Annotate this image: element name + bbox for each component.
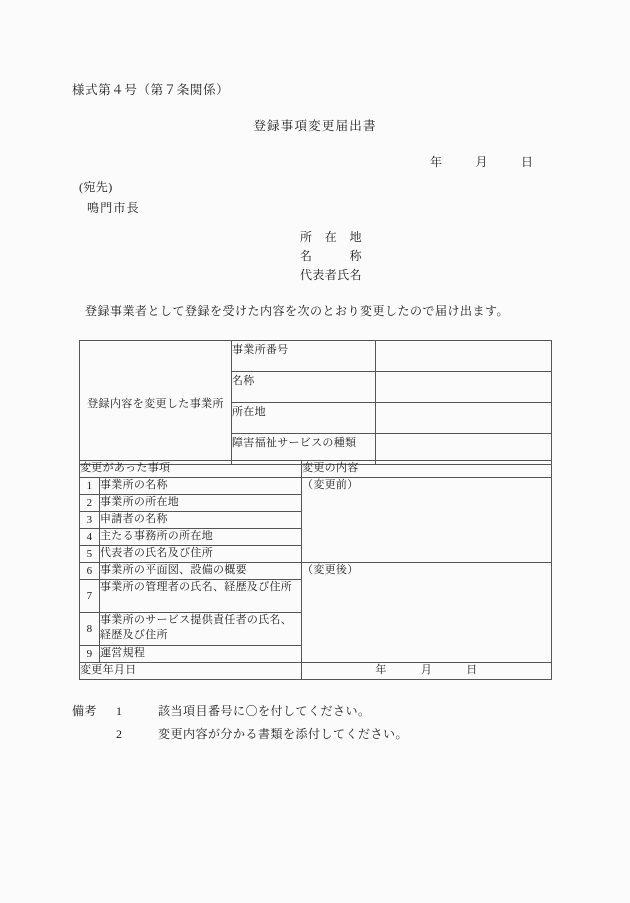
change-item-number-3[interactable]: 3: [80, 512, 100, 529]
applicant-name-label: 名 称: [300, 249, 363, 263]
change-item-label-7[interactable]: 事業所の管理者の氏名、経歴及び住所: [100, 580, 302, 613]
notes-section: [72, 700, 408, 746]
addressee-name: 鳴門市長: [87, 201, 140, 215]
notes-label: 備考: [72, 704, 98, 718]
change-item-label-6[interactable]: 事業所の平面図、設備の概要: [100, 563, 302, 580]
change-item-label-4[interactable]: 主たる事務所の所在地: [100, 529, 302, 546]
applicant-location-label: 所 在 地: [300, 230, 363, 244]
change-item-label-1[interactable]: 事業所の名称: [100, 478, 302, 495]
change-item-number-7[interactable]: 7: [80, 580, 100, 613]
office-value-address[interactable]: [376, 403, 552, 434]
office-label-address: 所在地: [232, 403, 376, 434]
note-item: [72, 723, 408, 746]
note-number-1: 1: [116, 704, 123, 718]
office-table-header: 登録内容を変更した事業所: [80, 341, 232, 465]
office-label-number: 事業所番号: [232, 341, 376, 372]
change-item-number-2[interactable]: 2: [80, 495, 100, 512]
office-label-service-type: 障害福祉サービスの種類: [232, 434, 376, 465]
changes-header-items: 変更があった事項: [80, 461, 302, 478]
office-value-number[interactable]: [376, 341, 552, 372]
submission-month-label: 月: [475, 155, 489, 169]
note-number-2: 2: [116, 727, 123, 741]
change-date-year-label: 年: [375, 664, 387, 676]
change-item-number-9[interactable]: 9: [80, 646, 100, 663]
applicant-info-block: [300, 228, 362, 285]
office-value-name[interactable]: [376, 372, 552, 403]
document-title: 登録事項変更届出書: [253, 119, 377, 133]
change-date-day-label: 日: [466, 664, 478, 676]
submission-date-line: [430, 153, 534, 170]
table-row: [80, 461, 552, 478]
office-label-name: 名称: [232, 372, 376, 403]
change-item-number-6[interactable]: 6: [80, 563, 100, 580]
applicant-representative-label: 代表者氏名: [300, 268, 363, 282]
declaration-statement: 登録事業者として登録を受けた内容を次のとおり変更したので届け出ます。: [85, 304, 510, 318]
addressee-label: (宛先): [79, 180, 113, 194]
change-item-label-9[interactable]: 運営規程: [100, 646, 302, 663]
change-item-label-2[interactable]: 事業所の所在地: [100, 495, 302, 512]
changes-header-content: 変更の内容: [302, 461, 552, 478]
submission-day-label: 日: [521, 155, 534, 169]
change-items-table: [79, 460, 552, 680]
change-date-value[interactable]: [302, 663, 552, 680]
form-number: 様式第４号（第７条関係）: [72, 83, 230, 97]
notes-label-spacer: [72, 723, 116, 746]
change-item-label-3[interactable]: 申請者の名称: [100, 512, 302, 529]
table-row[interactable]: [80, 478, 552, 495]
change-content-after[interactable]: （変更後）: [302, 563, 552, 663]
note-text-1: 該当項目番号に〇を付してください。: [158, 704, 371, 718]
submission-year-label: 年: [430, 155, 443, 169]
change-item-number-8[interactable]: 8: [80, 613, 100, 646]
change-content-before[interactable]: （変更前）: [302, 478, 552, 563]
change-item-number-4[interactable]: 4: [80, 529, 100, 546]
change-date-month-label: 月: [420, 664, 433, 676]
change-item-number-5[interactable]: 5: [80, 546, 100, 563]
table-row[interactable]: [80, 563, 552, 580]
change-item-number-1[interactable]: 1: [80, 478, 100, 495]
change-date-label: 変更年月日: [80, 663, 302, 680]
change-item-label-5[interactable]: 代表者の氏名及び住所: [100, 546, 302, 563]
table-row: [80, 663, 552, 680]
change-item-label-8[interactable]: 事業所のサービス提供責任者の氏名、経歴及び住所: [100, 613, 302, 646]
table-row: [80, 341, 552, 372]
office-information-table: [79, 340, 552, 465]
note-item: [72, 700, 408, 723]
note-text-2: 変更内容が分かる書類を添付してください。: [158, 727, 409, 741]
